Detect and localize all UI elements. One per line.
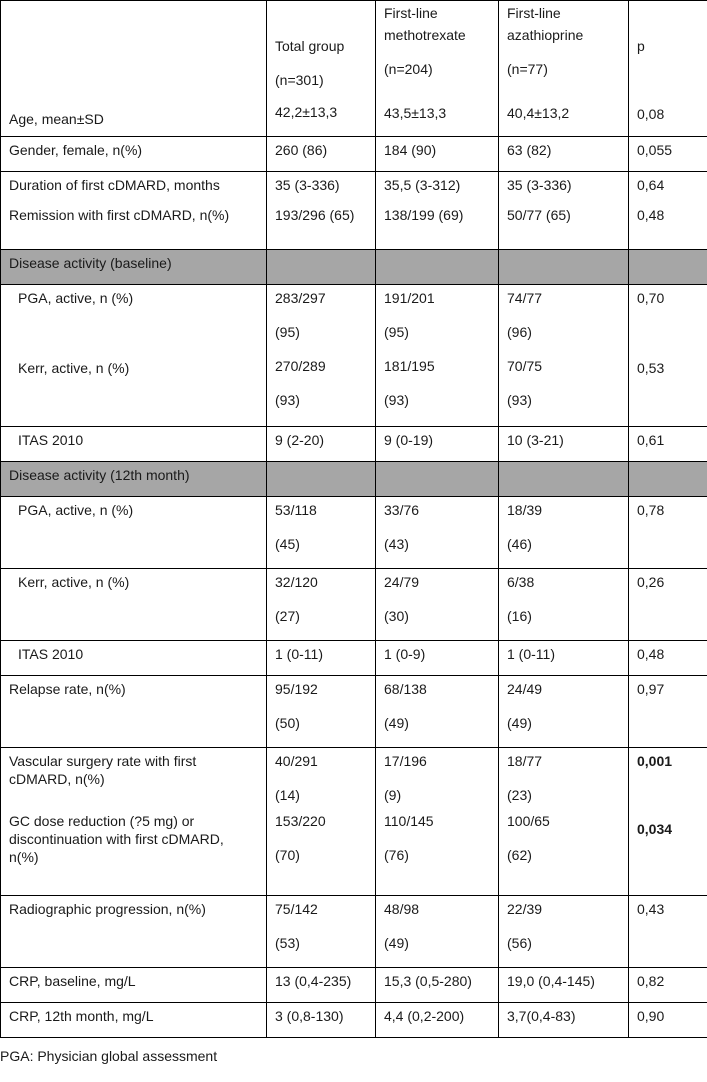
pga-base-total: 283/297: [275, 290, 326, 306]
band-cell: [376, 250, 499, 285]
footnote: PGA: Physician global assessment: [0, 1048, 218, 1064]
kerr-12-aza-pct: (16): [507, 608, 532, 624]
gc-label: GC dose reduction (?5 mg) or discontinuation with first cDMARD, n(%): [9, 813, 224, 865]
kerr-base-total: 270/289: [275, 358, 326, 374]
header-mtx-line1: First-line: [384, 5, 438, 21]
gc-total: 153/220: [275, 813, 326, 829]
pga-12-label: PGA, active, n (%): [1, 497, 267, 569]
pga-base-label: PGA, active, n (%): [18, 290, 134, 306]
relapse-total-pct: (50): [275, 715, 300, 731]
relapse-aza: [499, 676, 629, 748]
pga-base-aza-pct: (96): [507, 324, 532, 340]
vascular-aza-pct: (23): [507, 787, 532, 803]
relapse-mtx-pct: (49): [384, 715, 409, 731]
vascular-p: 0,001: [637, 753, 673, 769]
vascular-mtx: 17/196: [384, 753, 427, 769]
relapse-p: 0,97: [629, 676, 707, 748]
itas-base-p: 0,61: [629, 427, 707, 462]
pga-12-total: [267, 497, 376, 569]
band-cell: [267, 462, 376, 497]
vascular-gc-labels: [1, 748, 267, 896]
gc-aza: 100/65: [507, 813, 550, 829]
crp-12-total: 3 (0,8-130): [267, 1003, 376, 1038]
crp-12-p: 0,90: [629, 1003, 707, 1038]
band-cell: [499, 462, 629, 497]
pga-base-total-pct: (95): [275, 324, 300, 340]
relapse-total-n: 95/192: [275, 681, 318, 697]
kerr-12-aza: [499, 569, 629, 641]
age-total: 42,2±13,3: [275, 104, 338, 120]
header-methotrexate: [376, 1, 499, 137]
duration-aza: 35 (3-336): [507, 177, 572, 193]
header-total: [267, 1, 376, 137]
age-aza: 40,4±13,2: [507, 105, 570, 121]
remission-total: 193/296 (65): [275, 207, 355, 223]
vascular-total-pct: (14): [275, 787, 300, 803]
radio-aza-n: 22/39: [507, 901, 543, 917]
itas-12-total: 1 (0-11): [267, 641, 376, 676]
radio-total: [267, 896, 376, 968]
age-mtx: 43,5±13,3: [384, 105, 447, 121]
gc-aza-pct: (62): [507, 847, 532, 863]
pga-12-mtx: [376, 497, 499, 569]
gender-mtx: 184 (90): [376, 137, 499, 172]
itas-12-p: 0,48: [629, 641, 707, 676]
pga-12-total-pct: (45): [275, 536, 300, 552]
kerr-base-mtx: 181/195: [384, 358, 435, 374]
radio-aza-pct: (56): [507, 935, 532, 951]
vascular-gc-p: [629, 748, 707, 896]
table-row: [1, 968, 707, 1003]
duration-remission-labels: [1, 172, 267, 250]
itas-12-label: ITAS 2010: [1, 641, 267, 676]
header-aza-n: (n=77): [507, 61, 548, 77]
gender-aza: 63 (82): [499, 137, 629, 172]
radio-label: Radiographic progression, n(%): [1, 896, 267, 968]
relapse-total: [267, 676, 376, 748]
relapse-aza-n: 24/49: [507, 681, 543, 697]
section-band-baseline: [1, 250, 707, 285]
pga-kerr-base-labels: [1, 285, 267, 427]
radio-mtx-n: 48/98: [384, 901, 420, 917]
radio-mtx: [376, 896, 499, 968]
crp-12-aza: 3,7(0,4-83): [499, 1003, 629, 1038]
section-title-12th: Disease activity (12th month): [1, 462, 267, 497]
duration-remission-mtx: [376, 172, 499, 250]
radio-total-n: 75/142: [275, 901, 318, 917]
radio-aza: [499, 896, 629, 968]
pga-12-p: 0,78: [629, 497, 707, 569]
pga-12-total-n: 53/118: [275, 502, 317, 518]
header-azathioprine: [499, 1, 629, 137]
header-mtx-line2: methotrexate: [384, 27, 466, 43]
gc-mtx: 110/145: [384, 813, 434, 829]
kerr-12-mtx-n: 24/79: [384, 574, 420, 590]
relapse-aza-pct: (49): [507, 715, 532, 731]
itas-12-aza: 1 (0-11): [499, 641, 629, 676]
header-total-n: (n=301): [275, 72, 324, 88]
duration-mtx: 35,5 (3-312): [384, 177, 461, 193]
crp-12-mtx: 4,4 (0,2-200): [376, 1003, 499, 1038]
age-label-cell: [1, 1, 267, 137]
kerr-12-p: 0,26: [629, 569, 707, 641]
crp-base-p: 0,82: [629, 968, 707, 1003]
kerr-base-mtx-pct: (93): [384, 392, 409, 408]
kerr-12-total-pct: (27): [275, 608, 300, 624]
radio-total-pct: (53): [275, 935, 300, 951]
itas-base-total: 9 (2-20): [267, 427, 376, 462]
section-band-12th: [1, 462, 707, 497]
gc-mtx-pct: (76): [384, 847, 409, 863]
remission-mtx: 138/199 (69): [384, 207, 464, 223]
header-p: [629, 1, 707, 137]
band-cell: [499, 250, 629, 285]
kerr-base-label: Kerr, active, n (%): [18, 360, 130, 376]
gender-total: 260 (86): [267, 137, 376, 172]
header-mtx-n: (n=204): [384, 61, 433, 77]
vascular-mtx-pct: (9): [384, 787, 402, 803]
header-aza-line1: First-line: [507, 5, 561, 21]
pga-kerr-base-p: [629, 285, 707, 427]
table-row: [1, 172, 707, 250]
pga-base-mtx: 191/201: [384, 290, 435, 306]
table-row: [1, 137, 707, 172]
kerr-base-aza-pct: (93): [507, 392, 532, 408]
kerr-12-total: [267, 569, 376, 641]
relapse-mtx-n: 68/138: [384, 681, 427, 697]
kerr-12-total-n: 32/120: [275, 574, 318, 590]
vascular-label: Vascular surgery rate with first cDMARD, n(%): [9, 753, 197, 787]
table-row: [1, 569, 707, 641]
crp-base-aza: 19,0 (0,4-145): [499, 968, 629, 1003]
duration-total: 35 (3-336): [275, 177, 340, 193]
kerr-12-mtx: [376, 569, 499, 641]
remission-aza: 50/77 (65): [507, 207, 571, 223]
pga-kerr-base-mtx: [376, 285, 499, 427]
table-row: [1, 896, 707, 968]
pga-base-p: 0,70: [637, 290, 665, 306]
radio-mtx-pct: (49): [384, 935, 409, 951]
kerr-12-label: Kerr, active, n (%): [1, 569, 267, 641]
duration-label: Duration of first cDMARD, months: [9, 177, 220, 193]
gender-p: 0,055: [629, 137, 707, 172]
band-cell: [629, 462, 707, 497]
pga-12-mtx-pct: (43): [384, 536, 409, 552]
table-row: [1, 748, 707, 896]
duration-remission-total: [267, 172, 376, 250]
kerr-base-p: 0,53: [637, 360, 665, 376]
section-title-baseline: Disease activity (baseline): [1, 250, 267, 285]
header-p-label: p: [637, 38, 645, 54]
header-total-label: Total group: [275, 38, 345, 54]
vascular-aza: 18/77: [507, 753, 543, 769]
kerr-12-mtx-pct: (30): [384, 608, 409, 624]
relapse-label: Relapse rate, n(%): [1, 676, 267, 748]
duration-remission-p: [629, 172, 707, 250]
pga-12-aza-pct: (46): [507, 536, 532, 552]
table-row: [1, 285, 707, 427]
pga-12-aza: [499, 497, 629, 569]
radio-p: 0,43: [629, 896, 707, 968]
crp-base-mtx: 15,3 (0,5-280): [376, 968, 499, 1003]
vascular-total: 40/291: [275, 753, 318, 769]
remission-p: 0,48: [637, 207, 665, 223]
itas-base-aza: 10 (3-21): [499, 427, 629, 462]
header-row: [1, 1, 707, 137]
kerr-12-aza-n: 6/38: [507, 574, 535, 590]
age-p: 0,08: [637, 106, 665, 122]
table-row: [1, 676, 707, 748]
table-row: [1, 1003, 707, 1038]
vascular-gc-aza: [499, 748, 629, 896]
vascular-gc-mtx: [376, 748, 499, 896]
crp-12-label: CRP, 12th month, mg/L: [1, 1003, 267, 1038]
table-row: [1, 497, 707, 569]
gc-p: 0,034: [637, 821, 673, 837]
relapse-mtx: [376, 676, 499, 748]
band-cell: [267, 250, 376, 285]
crp-base-label: CRP, baseline, mg/L: [1, 968, 267, 1003]
band-cell: [629, 250, 707, 285]
gc-total-pct: (70): [275, 847, 300, 863]
kerr-base-total-pct: (93): [275, 392, 300, 408]
pga-12-aza-n: 18/39: [507, 502, 543, 518]
pga-kerr-base-aza: [499, 285, 629, 427]
pga-12-mtx-n: 33/76: [384, 502, 420, 518]
age-label: Age, mean±SD: [9, 111, 104, 127]
band-cell: [376, 462, 499, 497]
itas-base-label: ITAS 2010: [1, 427, 267, 462]
table-row: [1, 427, 707, 462]
duration-p: 0,64: [637, 177, 665, 193]
gender-label: Gender, female, n(%): [1, 137, 267, 172]
table-row: [1, 641, 707, 676]
itas-12-mtx: 1 (0-9): [376, 641, 499, 676]
vascular-gc-total: [267, 748, 376, 896]
crp-base-total: 13 (0,4-235): [267, 968, 376, 1003]
pga-base-aza: 74/77: [507, 290, 543, 306]
header-aza-line2: azathioprine: [507, 27, 584, 43]
pga-kerr-base-total: [267, 285, 376, 427]
duration-remission-aza: [499, 172, 629, 250]
pga-base-mtx-pct: (95): [384, 324, 409, 340]
kerr-base-aza: 70/75: [507, 358, 543, 374]
itas-base-mtx: 9 (0-19): [376, 427, 499, 462]
remission-label: Remission with first cDMARD, n(%): [9, 207, 230, 223]
